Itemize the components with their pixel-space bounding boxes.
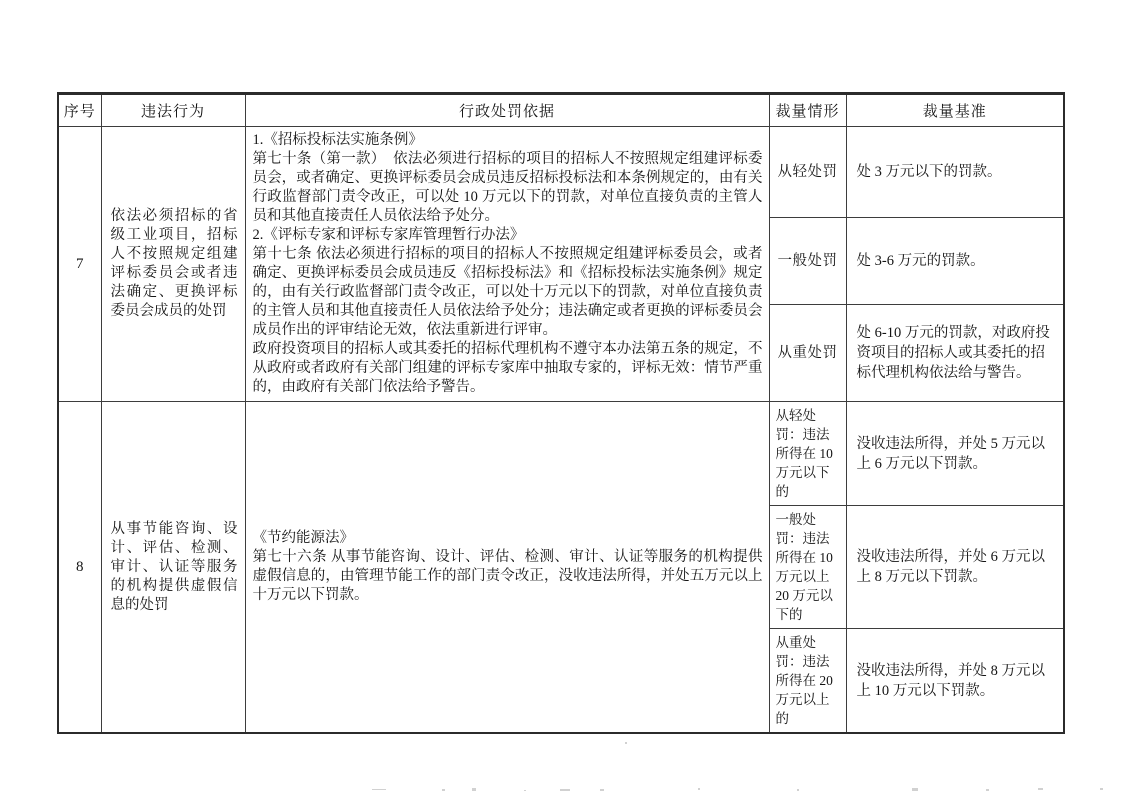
row8-benchmark-normal: 没收违法所得，并处 6 万元以上 8 万元以下罚款。	[846, 506, 1064, 629]
row7-benchmark-heavy: 处 6-10 万元的罚款，对政府投资项目的招标人或其委托的招标代理机构依法给与警告。	[846, 305, 1064, 402]
row7-penalty-basis	[245, 127, 769, 402]
basis-paragraph: 第七十六条 从事节能咨询、设计、评估、检测、审计、认证等服务的机构提供虚假信息的，由管理节能工作的部门责令改正，没收违法所得，并处五万元以上十万元以下罚款。	[252, 549, 763, 603]
row7-illegal-behavior: 依法必须招标的省级工业项目，招标人不按照规定组建评标委员会或者违法确定、更换评标委员会成员的处罚	[101, 127, 245, 402]
row8-illegal-behavior: 从事节能咨询、设计、评估、检测、审计、认证等服务的机构提供虚假信息的处罚	[101, 402, 245, 734]
table-row	[58, 402, 1064, 506]
row7-situation-normal: 一般处罚	[769, 218, 846, 305]
basis-paragraph: 2.《评标专家和评标专家库管理暂行办法》	[252, 227, 525, 243]
header-penalty-basis: 行政处罚依据	[245, 94, 769, 127]
row7-benchmark-normal: 处 3-6 万元的罚款。	[846, 218, 1064, 305]
row7-benchmark-light: 处 3 万元以下的罚款。	[846, 127, 1064, 218]
row8-benchmark-heavy: 没收违法所得，并处 8 万元以上 10 万元以下罚款。	[846, 629, 1064, 734]
row8-situation-heavy: 从重处罚：违法所得在 20 万元以上的	[769, 629, 846, 734]
row7-situation-heavy: 从重处罚	[769, 305, 846, 402]
basis-paragraph: 政府投资项目的招标人或其委托的招标代理机构不遵守本办法第五条的规定，不从政府或者政府有关部门组建的评标专家库中抽取专家的，评标无效：情节严重的，由政府有关部门依法给予警告。	[252, 341, 763, 395]
row8-situation-light: 从轻处罚：违法所得在 10 万元以下的	[769, 402, 846, 506]
header-discretion-benchmark: 裁量基准	[846, 94, 1064, 127]
basis-paragraph: 第十七条 依法必须进行招标的项目的招标人不按照规定组建评标委员会，或者确定、更换评标委员会成员违反《招标投标法》和《招标投标法实施条例》规定的，由有关行政监督部门责令改正，可以处十万元以下的罚款，对单位直接负责的主管人员和其他直接责任人员依法给予处分；违法确定或者更换的评标委员会成员作出的评审结论无效，依法重新进行评审。	[252, 246, 763, 338]
basis-paragraph: 第七十条（第一款） 依法必须进行招标的项目的招标人不按照规定组建评标委员会，或者确定、更换评标委员会成员违反招标投标法和本条例规定的，由有关行政监督部门责令改正，可以处 10 万元以下的罚款，对单位直接负责的主管人员和其他直接责任人员依法给予处分。	[252, 151, 763, 224]
basis-paragraph: 1.《招标投标法实施条例》	[252, 132, 423, 148]
row8-situation-normal: 一般处罚：违法所得在 10 万元以上 20 万元以下的	[769, 506, 846, 629]
header-illegal-behavior: 违法行为	[101, 94, 245, 127]
penalty-discretion-table	[57, 92, 1065, 734]
basis-paragraph: 《节约能源法》	[252, 530, 354, 546]
row7-situation-light: 从轻处罚	[769, 127, 846, 218]
table-row	[58, 127, 1064, 218]
row7-serial-number: 7	[58, 127, 101, 402]
header-discretion-situation: 裁量情形	[769, 94, 846, 127]
row8-penalty-basis	[245, 402, 769, 734]
table-header-row	[58, 94, 1064, 127]
header-serial-number: 序号	[58, 94, 101, 127]
row8-serial-number: 8	[58, 402, 101, 734]
row8-benchmark-light: 没收违法所得，并处 5 万元以上 6 万元以下罚款。	[846, 402, 1064, 506]
